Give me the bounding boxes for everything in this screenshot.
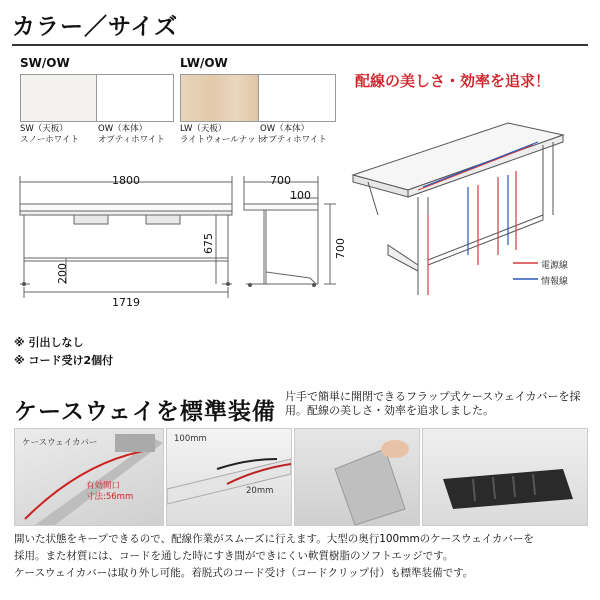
swatch-sw-top [20, 74, 98, 122]
color-code-sw-ow: SW/OW [20, 56, 70, 70]
dim-width-bottom: 1719 [112, 296, 140, 309]
legend-info: 情報線 [541, 277, 569, 287]
dim-depth: 700 [270, 174, 291, 187]
swatch-ow-body-1 [96, 74, 174, 122]
section-title: ケースウェイを標準装備 [14, 399, 276, 425]
photo2-dim1: 100mm [174, 434, 207, 444]
caption-lw-top: LW（天板） ライトウォールナット [180, 124, 265, 145]
swatch-ow-body-2 [258, 74, 336, 122]
title-divider [12, 44, 588, 46]
photo1-label: ケースウェイカバー [22, 438, 98, 448]
body-line-1: 開いた状態をキープできるので、配線作業がスムーズに行えます。大型の奥行100mmのケースウェイカバーを [14, 533, 534, 545]
dim-height: 700 [334, 238, 347, 259]
feature-tagline: 配線の美しさ・効率を追求！ [355, 72, 551, 90]
photo1-sub2: 寸法:56mm [86, 492, 134, 502]
dim-depth-small: 100 [290, 189, 311, 202]
body-line-2: 採用。また材質には、コードを通した時にすき間ができにくい軟質樹脂のソフトエッジです。 [14, 550, 454, 562]
body-line-3: ケースウェイカバーは取り外し可能。着脱式のコード受け（コードクリップ付）も標準装備です。 [14, 567, 474, 579]
note-no-drawer: ※ 引出しなし [14, 336, 84, 349]
caption-sw-top: SW（天板） スノーホワイト [20, 124, 79, 145]
dim-bottom-gap: 200 [56, 263, 69, 284]
dimension-drawing [0, 160, 350, 310]
photo-cord-holder [422, 428, 588, 526]
caption-ow-body-1: OW（本体） オプティホワイト [98, 124, 165, 145]
dim-inner-height: 675 [202, 233, 215, 254]
note-cord-holder: ※ コード受け2個付 [14, 354, 114, 367]
legend-power: 電源線 [541, 261, 569, 271]
photo-hand-flap [294, 428, 420, 526]
swatch-lw-top [180, 74, 260, 122]
page-title: カラー／サイズ [12, 14, 179, 40]
photo2-dim2: 20mm [246, 486, 274, 496]
photo1-sub1: 有効開口 [86, 481, 121, 491]
caption-ow-body-2: OW（本体） オプティホワイト [260, 124, 327, 145]
dim-width-top: 1800 [112, 174, 140, 187]
section-description: 片手で簡単に開閉できるフラップ式ケースウェイカバーを採用。配線の美しさ・効率を追求しました。 [285, 390, 581, 417]
color-code-lw-ow: LW/OW [180, 56, 228, 70]
